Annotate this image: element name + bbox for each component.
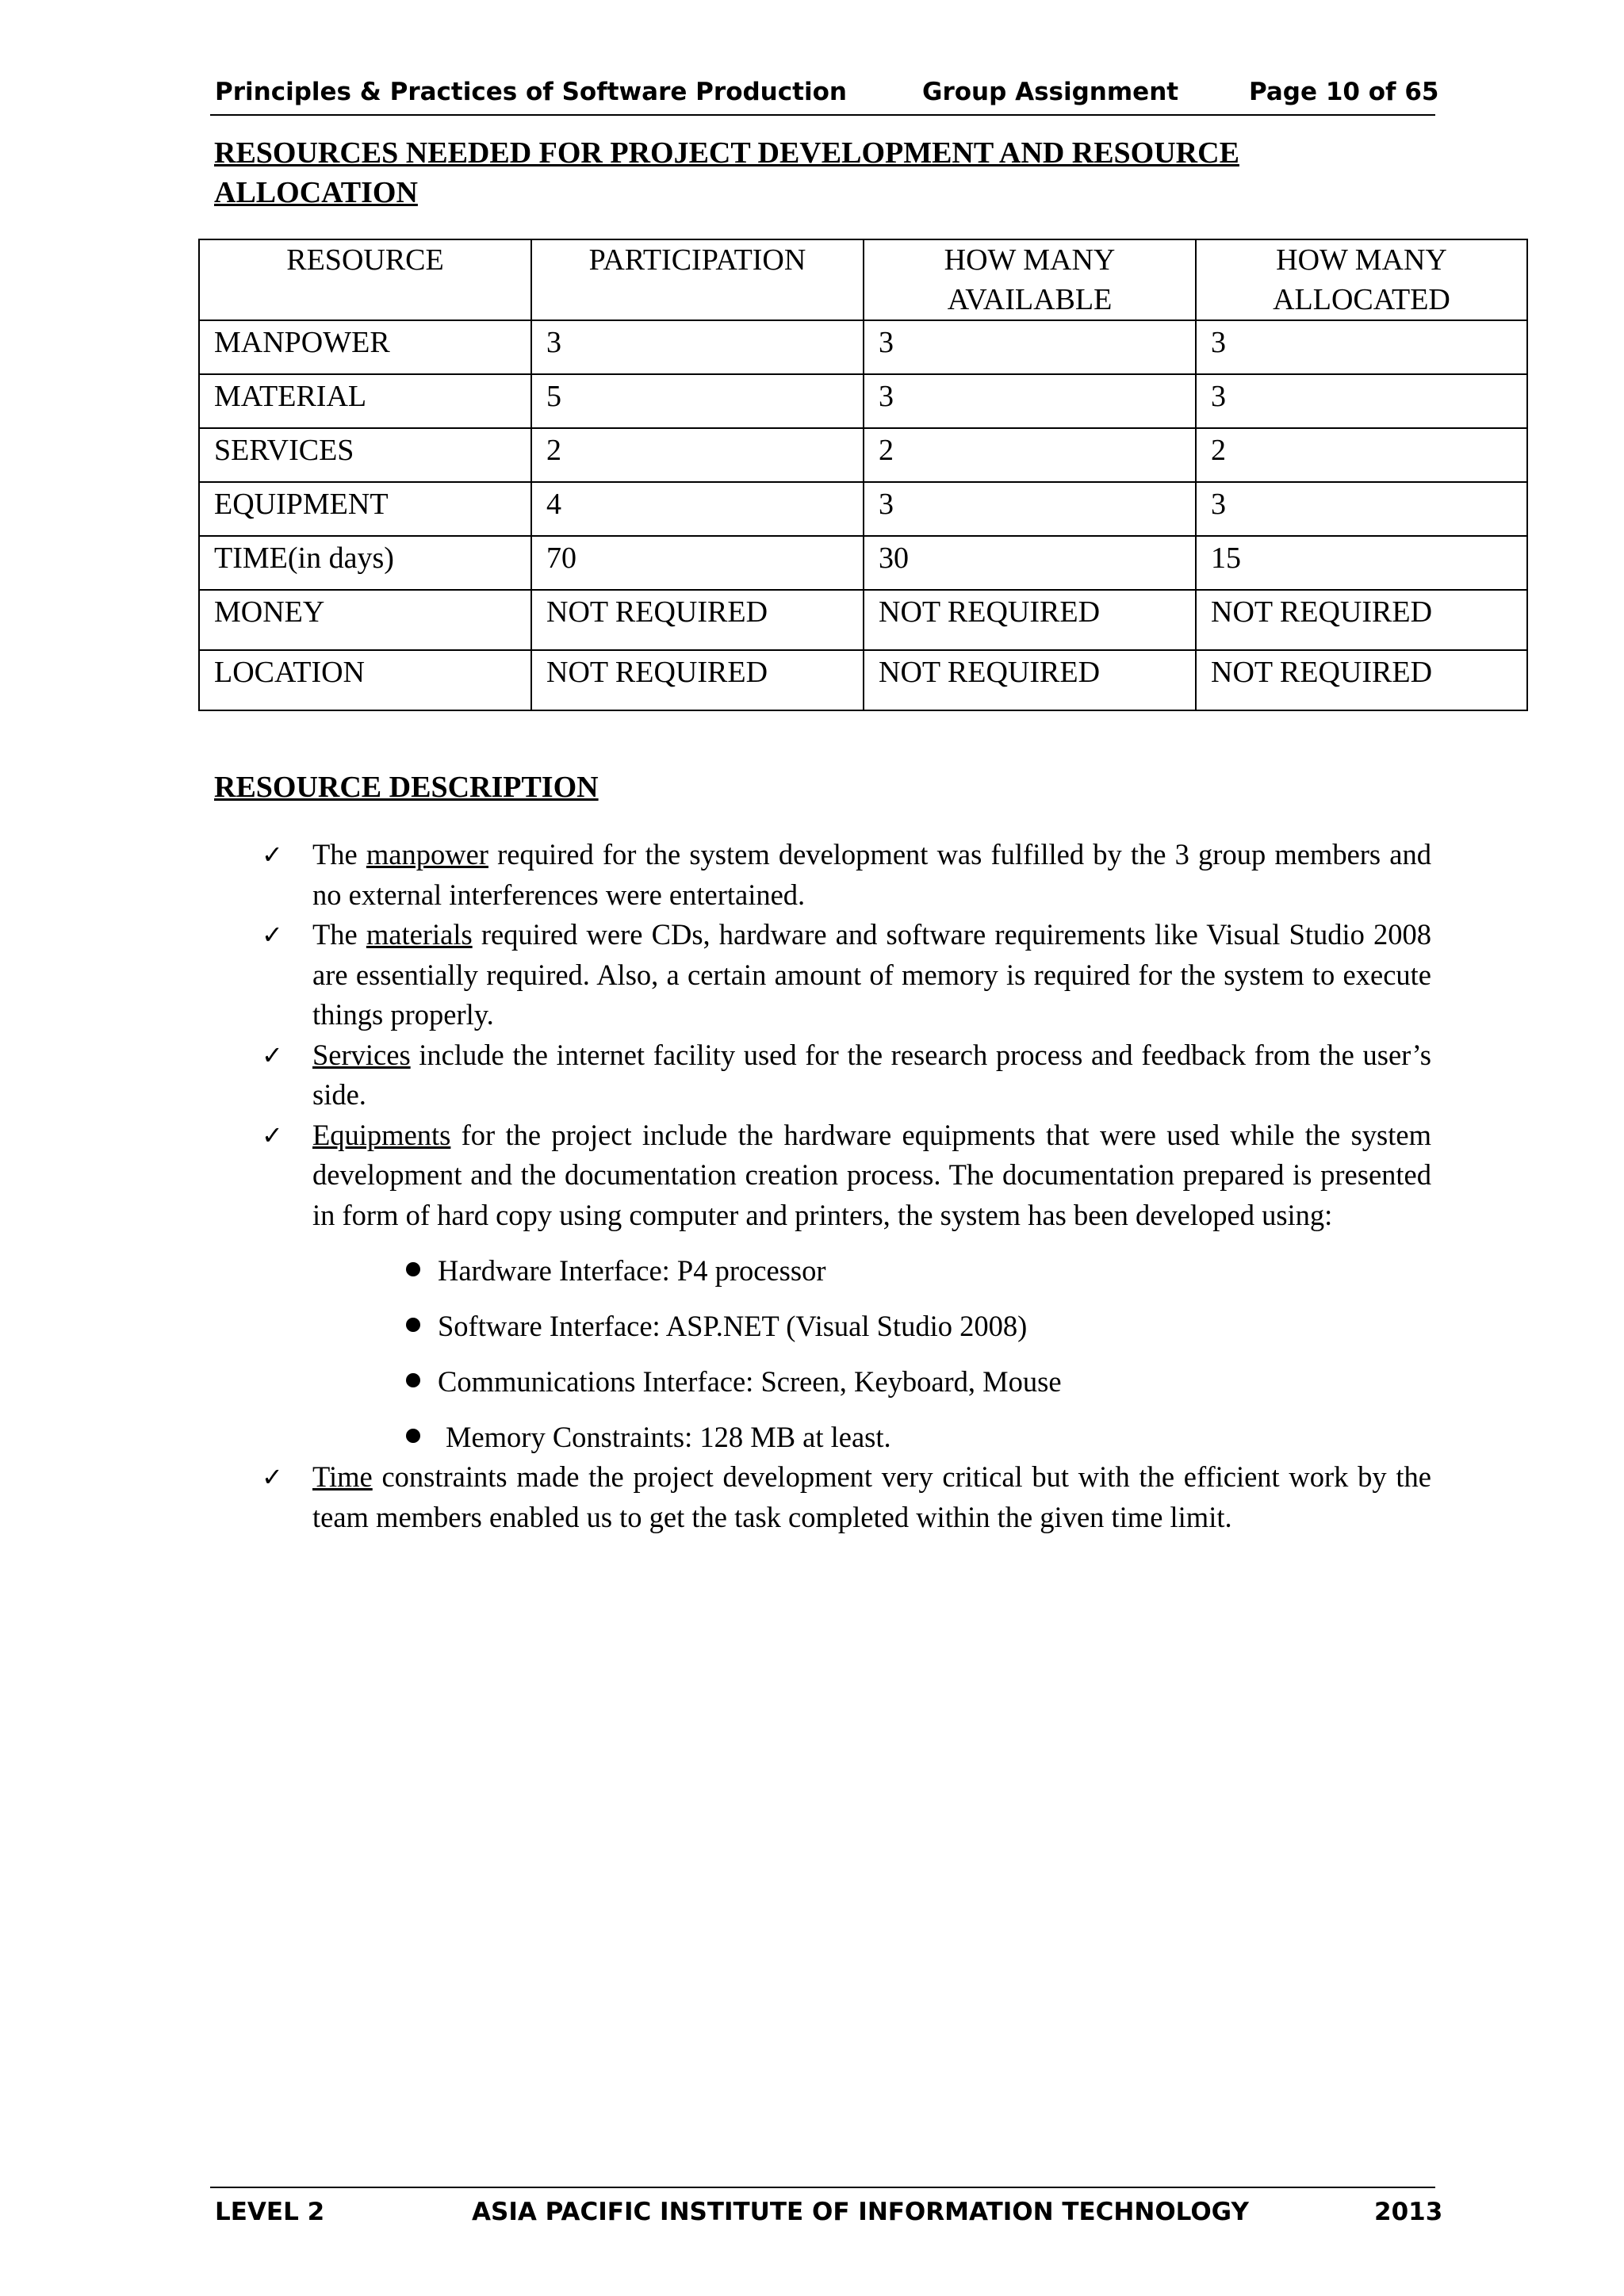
header-course: Principles & Practices of Software Production [215, 78, 847, 106]
item-term: Equipments [312, 1118, 451, 1151]
item-text: for the project include the hardware equipments that were used while the system development and the documentation creation process. The documentation prepared is presented in form of hard copy using computer and printers, the system has been developed using: [312, 1118, 1431, 1231]
page-footer [210, 2187, 1443, 2233]
table-cell: 70 [531, 536, 864, 590]
list-item [262, 1457, 1431, 1537]
sub-list-item [312, 1307, 1431, 1362]
table-cell: 3 [864, 374, 1196, 428]
header-page-number: Page 10 of 65 [1249, 78, 1439, 106]
table-row [199, 650, 1527, 710]
list-item [262, 1115, 1431, 1458]
bullet-icon [406, 1318, 420, 1332]
sub-list-item [312, 1362, 1431, 1418]
sub-list-item [312, 1418, 1431, 1457]
item-prefix: The [312, 838, 366, 871]
table-cell: 30 [864, 536, 1196, 590]
table-cell: NOT REQUIRED [531, 650, 864, 710]
table-header-row [199, 239, 1527, 320]
bullet-icon [406, 1262, 420, 1276]
table-cell: 4 [531, 482, 864, 536]
table-row [199, 320, 1527, 374]
sub-item-text: Software Interface: ASP.NET (Visual Studio 2008) [438, 1310, 1028, 1342]
column-header: PARTICIPATION [531, 239, 864, 320]
interface-list [312, 1251, 1431, 1457]
sub-list-item [312, 1251, 1431, 1307]
table-cell: 3 [864, 320, 1196, 374]
checkmark-icon: ✓ [262, 1119, 283, 1150]
resource-description-heading: RESOURCE DESCRIPTION [214, 771, 599, 804]
checkmark-icon: ✓ [262, 920, 283, 950]
sub-item-text: Hardware Interface: P4 processor [438, 1254, 826, 1287]
table-cell: 3 [531, 320, 864, 374]
item-term: Services [312, 1038, 411, 1071]
footer-institute: ASIA PACIFIC INSTITUTE OF INFORMATION TECHNOLOGY [472, 2198, 1249, 2226]
header-assignment: Group Assignment [922, 78, 1179, 106]
bullet-icon [406, 1373, 420, 1387]
item-text: constraints made the project development very critical but with the efficient work by the team members enabled us to get the task completed within the given time limit. [312, 1460, 1431, 1533]
table-row [199, 590, 1527, 650]
table-cell: NOT REQUIRED [531, 590, 864, 650]
item-text: required for the system development was fulfilled by the 3 group members and no external interferences were entertained. [312, 838, 1431, 911]
table-cell: 2 [531, 428, 864, 482]
column-header: HOW MANY ALLOCATED [1196, 239, 1527, 320]
column-header: RESOURCE [199, 239, 531, 320]
checkmark-icon: ✓ [262, 840, 283, 870]
table-cell: NOT REQUIRED [864, 650, 1196, 710]
table-cell: 2 [1196, 428, 1527, 482]
table-cell: EQUIPMENT [199, 482, 531, 536]
sub-item-text: Communications Interface: Screen, Keyboard, Mouse [438, 1365, 1062, 1398]
table-row [199, 482, 1527, 536]
table-cell: MANPOWER [199, 320, 531, 374]
list-item [262, 1035, 1431, 1115]
checkmark-icon: ✓ [262, 1039, 283, 1070]
item-term: materials [366, 918, 473, 951]
table-cell: NOT REQUIRED [1196, 590, 1527, 650]
table-cell: 3 [1196, 320, 1527, 374]
table-row [199, 374, 1527, 428]
table-cell: 15 [1196, 536, 1527, 590]
list-item [262, 915, 1431, 1035]
table-cell: MONEY [199, 590, 531, 650]
column-header: HOW MANY AVAILABLE [864, 239, 1196, 320]
sub-item-text: Memory Constraints: 128 MB at least. [446, 1421, 891, 1453]
footer-level: LEVEL 2 [215, 2198, 325, 2226]
item-term: Time [312, 1460, 373, 1493]
table-cell: 3 [1196, 482, 1527, 536]
table-row [199, 536, 1527, 590]
resource-table [198, 239, 1528, 711]
table-cell: 5 [531, 374, 864, 428]
item-text: required were CDs, hardware and software requirements like Visual Studio 2008 are essentially required. Also, a certain amount of memory is required for the system to execute things properly. [312, 918, 1431, 1031]
table-cell: TIME(in days) [199, 536, 531, 590]
table-cell: LOCATION [199, 650, 531, 710]
item-term: manpower [366, 838, 488, 871]
resource-description-list [262, 835, 1431, 1537]
table-cell: 2 [864, 428, 1196, 482]
table-cell: 3 [1196, 374, 1527, 428]
table-cell: NOT REQUIRED [864, 590, 1196, 650]
table-cell: MATERIAL [199, 374, 531, 428]
item-text: include the internet facility used for the research process and feedback from the user’s side. [312, 1038, 1431, 1111]
section-title: RESOURCES NEEDED FOR PROJECT DEVELOPMENT AND RESOURCE ALLOCATION [214, 136, 1239, 209]
item-prefix: The [312, 918, 366, 951]
table-cell: SERVICES [199, 428, 531, 482]
bullet-icon [406, 1429, 420, 1443]
table-row [199, 428, 1527, 482]
list-item [262, 835, 1431, 915]
table-cell: NOT REQUIRED [1196, 650, 1527, 710]
checkmark-icon: ✓ [262, 1462, 283, 1492]
page-header [210, 76, 1439, 116]
table-cell: 3 [864, 482, 1196, 536]
footer-year: 2013 [1374, 2198, 1443, 2226]
